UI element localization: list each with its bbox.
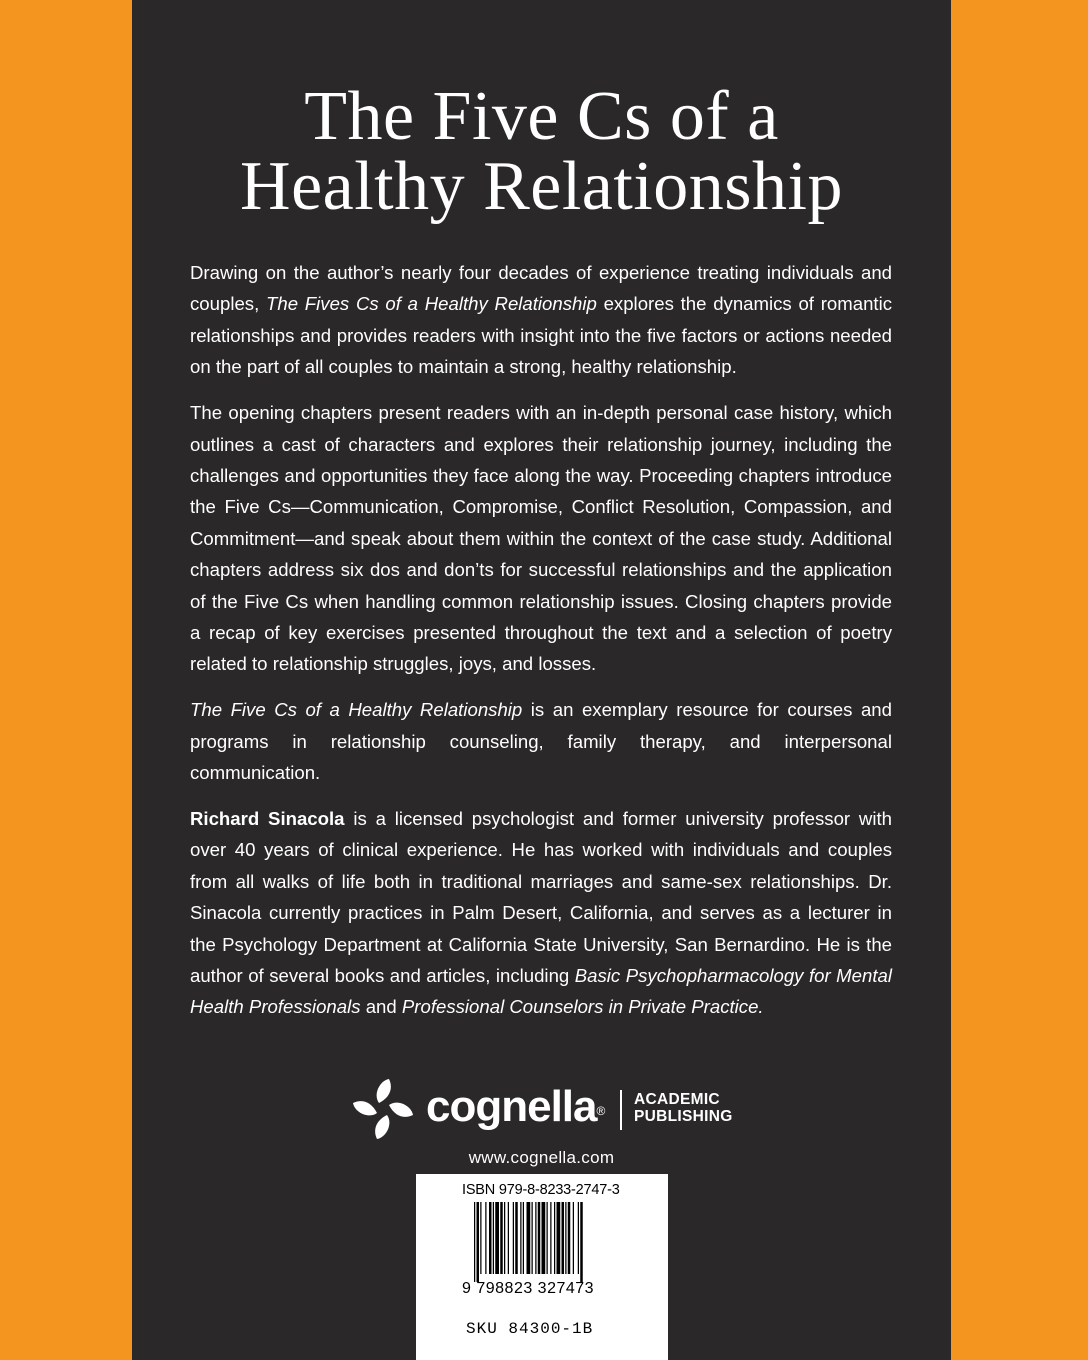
tagline-line-2: PUBLISHING bbox=[634, 1108, 733, 1125]
p3-book-title: The Five Cs of a Healthy Relationship bbox=[190, 699, 523, 721]
author-book-1: Basic Psychopharmacology for Mental Health Professionals bbox=[190, 965, 892, 1018]
isbn-label: ISBN 979-8-8233-2747-3 bbox=[462, 1182, 620, 1198]
author-bio-text: is a licensed psychologist and former university professor with over 40 years of clinical experience. He has worked with individuals and couples from all walks of life both in traditional marriages and same-sex relationships. Dr. Sinacola currently practices in Palm Desert, California, and serves as a lecturer in the Psychology Department at California State University, San Bernardino. He is the author of several books and articles, including bbox=[190, 808, 892, 987]
description-paragraph-1 bbox=[190, 257, 892, 383]
book-title bbox=[132, 78, 951, 225]
p1-text-a: Drawing on the author’s nearly four decades of experience treating individuals and couples, bbox=[190, 262, 892, 315]
author-bio-and: and bbox=[360, 996, 402, 1018]
p3-text: is an exemplary resource for courses and programs in relationship counseling, family therapy, and interpersonal communication. bbox=[190, 699, 892, 784]
author-book-2: Professional Counselors in Private Practice. bbox=[401, 996, 764, 1018]
publisher-logo bbox=[350, 1076, 750, 1142]
author-name: Richard Sinacola bbox=[190, 808, 345, 829]
barcode-area bbox=[416, 1174, 668, 1360]
p1-text-b: explores the dynamics of romantic relationships and provides readers with insight into the five factors or actions needed on the part of all couples to maintain a strong, healthy relationship. bbox=[190, 293, 893, 378]
description-paragraph-3 bbox=[190, 694, 892, 788]
description-paragraph-2: The opening chapters present readers with an in-depth personal case history, which outlines a cast of characters and explores their relationship journey, including the challenges and opportunities they face along the way. Proceeding chapters introduce the Five Cs—Communication, Compromise, Conflict Resolution, Compassion, and Commitment—and speak about them within the context of the case study. Additional chapters address six dos and don’ts for successful relationships and the application of the Five Cs when handling common relationship issues. Closing chapters provide a recap of key exercises presented throughout the text and a selection of poetry related to relationship struggles, joys, and losses. bbox=[190, 402, 892, 675]
barcode-number: 9 798823 327473 bbox=[462, 1280, 595, 1297]
p1-book-title: The Fives Cs of a Healthy Relationship bbox=[266, 293, 597, 315]
cognella-flower-icon bbox=[350, 1076, 416, 1142]
back-cover-text bbox=[190, 257, 892, 1037]
tagline-line-1: ACADEMIC bbox=[634, 1091, 720, 1108]
title-line-2: Healthy Relationship bbox=[240, 148, 843, 225]
publisher-name: cognella® bbox=[426, 1082, 605, 1131]
sku-label: SKU 84300-1B bbox=[466, 1320, 594, 1338]
title-line-1: The Five Cs of a bbox=[304, 78, 779, 155]
publisher-tagline bbox=[634, 1091, 733, 1125]
logo-divider bbox=[620, 1090, 622, 1130]
publisher-website[interactable]: www.cognella.com bbox=[468, 1148, 615, 1167]
author-bio bbox=[190, 803, 892, 1023]
barcode-bars bbox=[474, 1202, 614, 1282]
registered-mark: ® bbox=[596, 1104, 605, 1118]
